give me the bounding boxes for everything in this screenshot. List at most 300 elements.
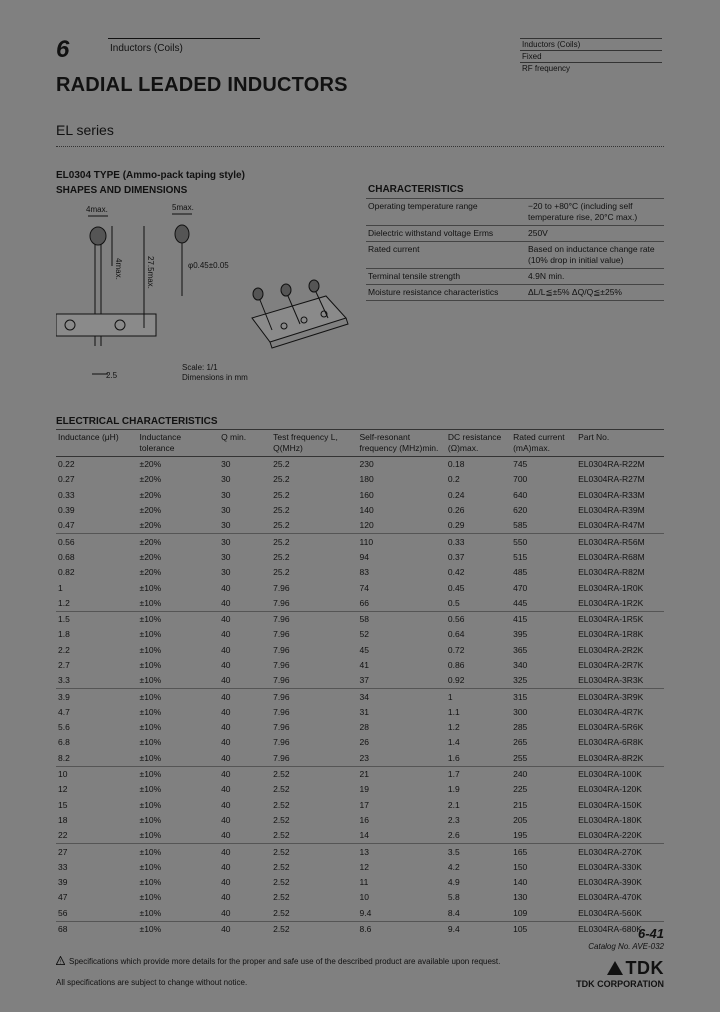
char-value: 250V	[526, 226, 664, 242]
cell-inductance: 33	[58, 861, 68, 872]
cell-q-min: 40	[221, 737, 231, 748]
cell-part-number: EL0304RA-2R7K	[578, 660, 644, 670]
cell-rated-current: 109	[511, 906, 576, 922]
cell-self-resonant: 23	[358, 751, 446, 767]
cell-q-min: 30	[221, 489, 231, 500]
cell-tolerance: ±10%	[139, 861, 162, 872]
table-row	[56, 813, 664, 828]
cell-inductance: 8.2	[56, 751, 138, 767]
table-row	[56, 627, 664, 642]
cell-self-resonant: 83	[359, 567, 369, 578]
cell-rated-current: 315	[513, 691, 528, 702]
cell-test-frequency: 7.96	[273, 737, 290, 748]
col-self-resonant: Self-resonant frequency (MHz)min.	[358, 430, 446, 457]
characteristics-heading: CHARACTERISTICS	[368, 184, 464, 195]
table-row	[56, 658, 664, 673]
catalog-number: Catalog No. AVE-032	[588, 942, 664, 951]
cell-inductance: 56	[56, 906, 138, 922]
cell-dc-resistance: 2.6	[446, 828, 511, 844]
cell-inductance: 0.27	[58, 474, 75, 485]
cell-q-min: 40	[221, 814, 231, 825]
units-text: Dimensions in mm	[182, 373, 248, 382]
cell-q-min: 40	[221, 629, 231, 640]
table-row	[56, 720, 664, 735]
coil-body-side	[175, 225, 189, 243]
cell-inductance: 0.68	[58, 551, 75, 562]
cell-self-resonant: 37	[358, 673, 446, 689]
char-row	[366, 269, 664, 285]
cell-tolerance: ±10%	[139, 799, 162, 810]
cell-dc-resistance: 2.1	[447, 799, 460, 810]
cell-test-frequency: 7.96	[273, 660, 290, 670]
cell-self-resonant: 34	[359, 691, 369, 702]
cell-test-frequency: 7.96	[271, 751, 357, 767]
cell-part-number: EL0304RA-330K	[578, 861, 642, 872]
char-row	[366, 199, 664, 226]
cell-part-number: EL0304RA-R27M	[578, 474, 645, 485]
cell-part-number: EL0304RA-120K	[578, 784, 642, 795]
cell-rated-current: 470	[513, 582, 528, 593]
cell-rated-current: 325	[511, 673, 576, 689]
cell-rated-current: 140	[513, 877, 528, 888]
table-row	[56, 844, 664, 860]
cell-tolerance: ±10%	[139, 769, 162, 780]
cell-part-number: EL0304RA-3R3K	[576, 673, 664, 689]
char-row	[366, 285, 664, 301]
cell-rated-current: 105	[513, 924, 528, 935]
table-row	[56, 766, 664, 782]
page-title: RADIAL LEADED INDUCTORS	[56, 74, 348, 96]
cell-dc-resistance: 5.8	[447, 892, 460, 903]
table-row	[56, 751, 664, 767]
cell-dc-resistance: 4.2	[447, 861, 460, 872]
char-label: Moisture resistance characteristics	[366, 285, 526, 301]
cell-inductance: 0.47	[56, 518, 138, 534]
cell-q-min: 40	[221, 644, 231, 655]
char-row	[366, 242, 664, 269]
cell-tolerance: ±10%	[139, 691, 162, 702]
cell-rated-current: 150	[513, 861, 528, 872]
cell-tolerance: ±10%	[139, 814, 162, 825]
col-tolerance: Inductance tolerance	[138, 430, 220, 457]
cell-q-min: 40	[219, 906, 271, 922]
dim-wire-text: φ0.45±0.05	[188, 261, 229, 270]
cell-rated-current: 265	[513, 737, 528, 748]
chapter-rule	[108, 38, 260, 39]
table-row	[56, 457, 664, 473]
char-value: −20 to +80°C (including self temperature rise, 20°C max.)	[526, 199, 664, 226]
shapes-heading: SHAPES AND DIMENSIONS	[56, 185, 188, 196]
cell-tolerance: ±10%	[139, 582, 162, 593]
corporation-name: TDK CORPORATION	[576, 979, 664, 989]
cell-test-frequency: 7.96	[271, 673, 357, 689]
char-label: Terminal tensile strength	[366, 269, 526, 285]
cell-q-min: 30	[221, 459, 231, 470]
electrical-body	[56, 457, 664, 938]
chapter-label: Inductors (Coils)	[110, 43, 183, 54]
cell-inductance: 39	[58, 877, 68, 888]
cell-test-frequency: 7.96	[273, 582, 290, 593]
cell-test-frequency: 2.52	[273, 861, 290, 872]
cell-test-frequency: 2.52	[273, 846, 290, 857]
cell-q-min: 30	[219, 518, 271, 534]
cell-dc-resistance: 0.29	[446, 518, 511, 534]
cell-inductance: 1.8	[58, 629, 70, 640]
cell-dc-resistance: 0.56	[447, 614, 465, 625]
cell-q-min: 30	[221, 474, 231, 485]
cell-part-number: EL0304RA-270K	[578, 846, 642, 857]
cell-self-resonant: 31	[359, 706, 369, 717]
cell-inductance: 5.6	[58, 722, 70, 733]
cell-self-resonant: 17	[359, 799, 369, 810]
cell-part-number: EL0304RA-1R5K	[578, 614, 644, 625]
table-row	[56, 860, 664, 875]
cell-tolerance: ±20%	[139, 567, 162, 578]
col-dc-resistance: DC resistance (Ω)max.	[446, 430, 511, 457]
cell-test-frequency: 25.2	[273, 474, 290, 485]
cell-self-resonant: 120	[358, 518, 446, 534]
cell-test-frequency: 2.52	[273, 814, 290, 825]
cell-tolerance: ±10%	[138, 673, 220, 689]
cell-part-number: EL0304RA-1R8K	[578, 629, 644, 640]
table-row	[56, 890, 664, 905]
cell-tolerance: ±10%	[139, 660, 162, 670]
cell-part-number: EL0304RA-100K	[578, 769, 642, 780]
cell-q-min: 30	[221, 536, 231, 547]
cell-dc-resistance: 0.72	[447, 644, 465, 655]
cell-dc-resistance: 0.24	[447, 489, 465, 500]
cell-tolerance: ±10%	[139, 877, 162, 888]
cell-part-number: EL0304RA-2R2K	[578, 644, 644, 655]
cell-test-frequency: 7.96	[271, 596, 357, 612]
cell-tolerance: ±10%	[138, 906, 220, 922]
cell-dc-resistance: 0.64	[447, 629, 465, 640]
cell-dc-resistance: 3.5	[447, 846, 460, 857]
cell-test-frequency: 2.52	[273, 784, 290, 795]
cell-q-min: 40	[221, 722, 231, 733]
cell-q-min: 40	[221, 660, 231, 670]
cell-part-number: EL0304RA-1R0K	[578, 582, 644, 593]
cell-tolerance: ±20%	[139, 536, 162, 547]
cell-test-frequency: 25.2	[273, 551, 290, 562]
cell-q-min: 40	[219, 596, 271, 612]
cell-q-min: 40	[221, 706, 231, 717]
cell-test-frequency: 7.96	[273, 629, 290, 640]
cell-self-resonant: 14	[358, 828, 446, 844]
table-row	[56, 565, 664, 580]
cell-part-number: EL0304RA-4R7K	[578, 706, 644, 717]
cell-part-number: EL0304RA-560K	[576, 906, 664, 922]
col-q: Q min.	[219, 430, 271, 457]
cell-tolerance: ±20%	[139, 459, 162, 470]
cell-rated-current: 165	[513, 846, 528, 857]
cell-tolerance: ±10%	[138, 828, 220, 844]
cell-test-frequency: 25.2	[273, 536, 290, 547]
cell-dc-resistance: 0.18	[447, 459, 465, 470]
cell-q-min: 40	[219, 828, 271, 844]
cell-rated-current: 745	[513, 459, 528, 470]
cell-part-number: EL0304RA-220K	[576, 828, 664, 844]
logo-text: TDK	[625, 958, 664, 978]
cell-inductance: 4.7	[58, 706, 70, 717]
cell-rated-current: 240	[513, 769, 528, 780]
cell-inductance: 6.8	[58, 737, 70, 748]
cell-tolerance: ±10%	[139, 644, 162, 655]
cell-self-resonant: 16	[359, 814, 369, 825]
cell-dc-resistance: 4.9	[447, 877, 460, 888]
cell-rated-current: 225	[513, 784, 528, 795]
cell-self-resonant: 160	[359, 489, 374, 500]
classification-line: Inductors (Coils)	[520, 38, 662, 50]
cell-self-resonant: 41	[359, 660, 369, 670]
warning-icon	[56, 956, 65, 965]
cell-part-number: EL0304RA-5R6K	[578, 722, 644, 733]
cell-rated-current: 215	[513, 799, 528, 810]
table-row	[56, 611, 664, 627]
cell-dc-resistance: 1.2	[447, 722, 460, 733]
cell-dc-resistance: 0.92	[446, 673, 511, 689]
cell-q-min: 40	[221, 924, 231, 935]
cell-inductance: 12	[58, 784, 68, 795]
char-label: Rated current	[366, 242, 526, 269]
cell-test-frequency: 7.96	[273, 706, 290, 717]
classification-box	[520, 38, 662, 74]
col-inductance: Inductance (μH)	[56, 430, 138, 457]
cell-part-number: EL0304RA-R47M	[576, 518, 664, 534]
chapter-number: 6	[56, 36, 70, 63]
cell-self-resonant: 8.6	[359, 924, 372, 935]
cell-inductance: 0.22	[58, 459, 75, 470]
cell-dc-resistance: 1.4	[447, 737, 460, 748]
cell-tolerance: ±10%	[139, 846, 162, 857]
cell-self-resonant: 66	[358, 596, 446, 612]
cell-dc-resistance: 2.3	[447, 814, 460, 825]
cell-rated-current: 415	[513, 614, 528, 625]
col-part-number: Part No.	[576, 430, 664, 457]
cell-self-resonant: 12	[359, 861, 369, 872]
cell-self-resonant: 110	[359, 536, 374, 547]
cell-tolerance: ±10%	[139, 614, 162, 625]
cell-inductance: 0.82	[58, 567, 75, 578]
cell-inductance: 1.5	[58, 614, 70, 625]
tape-strip	[56, 314, 156, 336]
dim-side-text: 5max.	[172, 203, 194, 212]
cell-test-frequency: 2.52	[271, 828, 357, 844]
table-row	[56, 534, 664, 550]
cell-tolerance: ±10%	[139, 629, 162, 640]
char-row	[366, 226, 664, 242]
table-row	[56, 689, 664, 705]
col-test-frequency: Test frequency L, Q(MHz)	[271, 430, 357, 457]
cell-dc-resistance: 1.1	[447, 706, 460, 717]
cell-part-number: EL0304RA-R33M	[578, 489, 645, 500]
cell-q-min: 40	[221, 582, 231, 593]
cell-tolerance: ±10%	[138, 751, 220, 767]
cell-tolerance: ±10%	[139, 784, 162, 795]
cell-q-min: 40	[221, 691, 231, 702]
cell-self-resonant: 140	[359, 505, 374, 516]
cell-inductance: 18	[58, 814, 68, 825]
cell-rated-current: 130	[513, 892, 528, 903]
cell-part-number: EL0304RA-R39M	[578, 505, 645, 516]
cell-q-min: 40	[221, 614, 231, 625]
cell-tolerance: ±10%	[139, 706, 162, 717]
dim-pitch-text: 2.5	[106, 371, 118, 380]
cell-rated-current: 195	[511, 828, 576, 844]
table-row	[56, 782, 664, 797]
cell-tolerance: ±20%	[139, 505, 162, 516]
cell-inductance: 15	[58, 799, 68, 810]
cell-dc-resistance: 0.86	[447, 660, 465, 670]
cell-part-number: EL0304RA-3R9K	[578, 691, 644, 702]
char-label: Dielectric withstand voltage Erms	[366, 226, 526, 242]
cell-test-frequency: 7.96	[273, 644, 290, 655]
cell-inductance: 47	[58, 892, 68, 903]
cell-tolerance: ±10%	[138, 596, 220, 612]
cell-inductance: 2.7	[58, 660, 70, 670]
cell-dc-resistance: 0.26	[447, 505, 465, 516]
cell-test-frequency: 7.96	[273, 614, 290, 625]
characteristics-table	[366, 198, 664, 301]
table-row	[56, 875, 664, 890]
dimension-drawing	[56, 198, 356, 388]
notice-text: Specifications which provide more details for the proper and safe use of the described product are available upon request.	[69, 957, 501, 966]
cell-q-min: 40	[219, 751, 271, 767]
cell-tolerance: ±10%	[139, 722, 162, 733]
taped-coil	[253, 288, 263, 300]
cell-test-frequency: 2.52	[273, 769, 290, 780]
cell-rated-current: 620	[513, 505, 528, 516]
cell-dc-resistance: 1.6	[446, 751, 511, 767]
cell-self-resonant: 58	[359, 614, 369, 625]
cell-dc-resistance: 0.2	[447, 474, 460, 485]
cell-q-min: 40	[221, 861, 231, 872]
cell-test-frequency: 7.96	[273, 691, 290, 702]
cell-q-min: 30	[221, 551, 231, 562]
cell-dc-resistance: 1	[447, 691, 453, 702]
cell-inductance: 1.2	[56, 596, 138, 612]
cell-test-frequency: 25.2	[273, 505, 290, 516]
cell-dc-resistance: 8.4	[446, 906, 511, 922]
coil-body-front	[90, 227, 106, 245]
char-value: ΔL/L≦±5% ΔQ/Q≦±25%	[526, 285, 664, 301]
cell-q-min: 40	[221, 769, 231, 780]
cell-part-number: EL0304RA-6R8K	[578, 737, 644, 748]
cell-q-min: 30	[221, 505, 231, 516]
table-row	[56, 596, 664, 612]
cell-rated-current: 515	[513, 551, 528, 562]
electrical-header-row	[56, 430, 664, 457]
cell-self-resonant: 45	[359, 644, 369, 655]
table-row	[56, 503, 664, 518]
cell-self-resonant: 19	[359, 784, 369, 795]
cell-rated-current: 255	[511, 751, 576, 767]
cell-dc-resistance: 9.4	[447, 924, 460, 935]
page-number: 6-41	[637, 926, 664, 941]
cell-dc-resistance: 0.33	[447, 536, 465, 547]
cell-part-number: EL0304RA-150K	[578, 799, 642, 810]
cell-self-resonant: 13	[359, 846, 369, 857]
table-row	[56, 518, 664, 534]
cell-self-resonant: 9.4	[358, 906, 446, 922]
cell-part-number: EL0304RA-8R2K	[576, 751, 664, 767]
tdk-logo	[606, 958, 665, 979]
cell-test-frequency: 25.2	[273, 489, 290, 500]
cell-q-min: 40	[221, 892, 231, 903]
tape-perspective	[252, 296, 346, 342]
notice-change: All specifications are subject to change without notice.	[56, 978, 248, 987]
table-row	[56, 472, 664, 487]
cell-rated-current: 300	[513, 706, 528, 717]
cell-dc-resistance: 0.45	[447, 582, 465, 593]
cell-self-resonant: 74	[359, 582, 369, 593]
cell-test-frequency: 25.2	[271, 518, 357, 534]
cell-inductance: 1	[58, 582, 63, 593]
cell-self-resonant: 230	[359, 459, 374, 470]
cell-test-frequency: 2.52	[273, 892, 290, 903]
cell-part-number: EL0304RA-1R2K	[576, 596, 664, 612]
cell-inductance: 27	[58, 846, 68, 857]
cell-test-frequency: 25.2	[273, 459, 290, 470]
cell-part-number: EL0304RA-680K	[578, 924, 642, 935]
divider	[56, 146, 664, 147]
cell-dc-resistance: 0.5	[446, 596, 511, 612]
classification-line: Fixed	[520, 50, 662, 62]
cell-dc-resistance: 0.42	[447, 567, 465, 578]
cell-inductance: 3.9	[58, 691, 70, 702]
cell-q-min: 40	[219, 673, 271, 689]
cell-dc-resistance: 0.37	[447, 551, 465, 562]
cell-rated-current: 700	[513, 474, 528, 485]
cell-rated-current: 585	[511, 518, 576, 534]
scale-text: Scale: 1/1	[182, 363, 218, 372]
electrical-heading: ELECTRICAL CHARACTERISTICS	[56, 416, 218, 427]
cell-rated-current: 205	[513, 814, 528, 825]
cell-rated-current: 365	[513, 644, 528, 655]
cell-rated-current: 550	[513, 536, 528, 547]
cell-test-frequency: 2.52	[271, 906, 357, 922]
table-row	[56, 798, 664, 813]
cell-tolerance: ±20%	[139, 489, 162, 500]
dim-height-text: 4max.	[114, 258, 123, 280]
char-label: Operating temperature range	[366, 199, 526, 226]
cell-self-resonant: 94	[359, 551, 369, 562]
cell-part-number: EL0304RA-390K	[578, 877, 642, 888]
cell-inductance: 2.2	[58, 644, 70, 655]
table-row	[56, 828, 664, 844]
table-row	[56, 906, 664, 922]
cell-part-number: EL0304RA-R82M	[578, 567, 645, 578]
cell-test-frequency: 2.52	[273, 924, 290, 935]
cell-rated-current: 395	[513, 629, 528, 640]
cell-part-number: EL0304RA-180K	[578, 814, 642, 825]
cell-self-resonant: 26	[359, 737, 369, 748]
cell-q-min: 30	[221, 567, 231, 578]
cell-part-number: EL0304RA-R22M	[578, 459, 645, 470]
electrical-table	[56, 429, 664, 937]
cell-rated-current: 285	[513, 722, 528, 733]
dim-lead-text: 27.5max.	[146, 256, 155, 289]
cell-inductance: 68	[58, 924, 68, 935]
svg-text:!: !	[59, 959, 62, 965]
dim-width-text: 4max.	[86, 205, 108, 214]
cell-inductance: 3.3	[56, 673, 138, 689]
cell-tolerance: ±20%	[139, 474, 162, 485]
cell-self-resonant: 28	[359, 722, 369, 733]
char-value: 4.9N min.	[526, 269, 664, 285]
cell-part-number: EL0304RA-R56M	[578, 536, 645, 547]
cell-rated-current: 640	[513, 489, 528, 500]
